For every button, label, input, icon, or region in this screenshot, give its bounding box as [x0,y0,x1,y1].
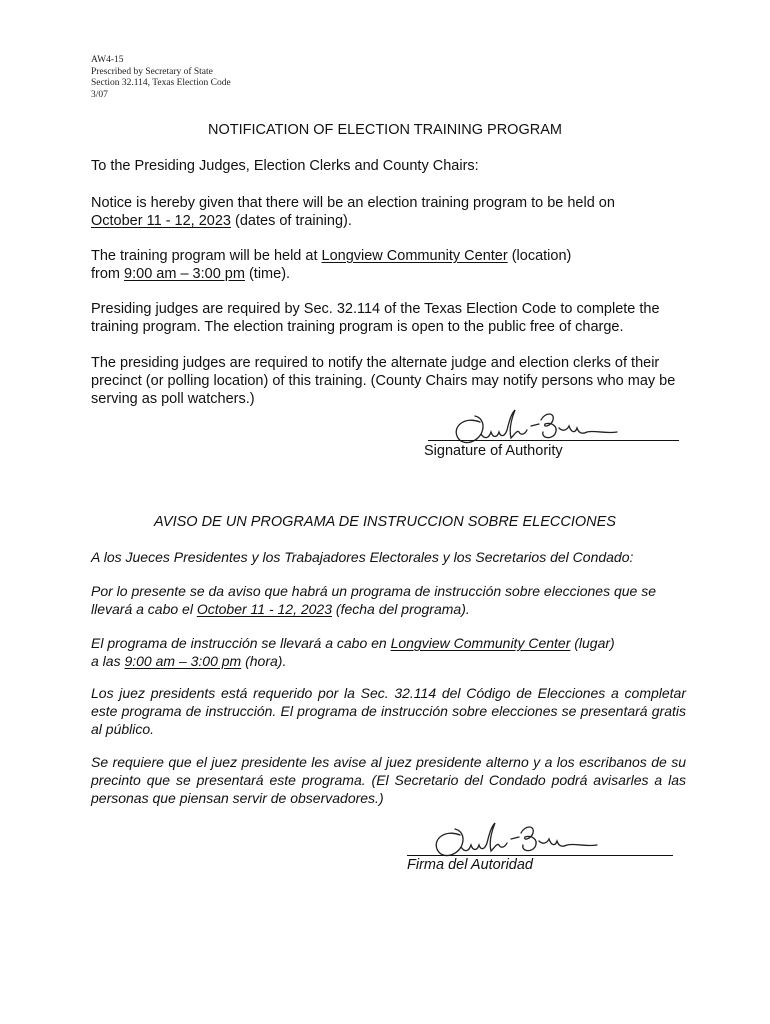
spanish-time-suffix: (hora). [241,653,287,669]
english-notice-text: Notice is hereby given that there will be an election training program to be held on [91,195,615,211]
english-time-prefix: from [91,266,125,282]
spanish-location-suffix: (lugar) [570,635,615,651]
english-notice [91,194,686,230]
spanish-training-dates: October 11 - 12, 2023 [196,601,333,617]
english-requirement: Presiding judges are required by Sec. 32.114 of the Texas Election Code to complete the training program. The election training program is open to the public free of charge. [91,301,660,335]
spanish-location: Longview Community Center [390,635,571,651]
spanish-time-prefix: a las [91,653,125,669]
spanish-notify: Se requiere que el juez presidente les avise al juez presidente alterno y a los escribanos de su precinto que se presentará este programa. (El Secretario del Condado podrá avisarles a las personas que piensan servir de observadores.) [91,754,686,806]
english-time-suffix: (time). [244,266,291,282]
english-notify: The presiding judges are required to notify the alternate judge and election clerks of their precinct (or polling location) of this training. (County Chairs may notify persons who may be serving as poll watchers.) [91,355,676,407]
spanish-salutation: A los Jueces Presidentes y los Trabajadores Electorales y los Secretarios del Condado: [91,549,634,565]
spanish-time: 9:00 am – 3:00 pm [124,653,242,669]
english-salutation: To the Presiding Judges, Election Clerks and County Chairs: [91,158,479,174]
spanish-notice [91,582,686,618]
english-title: NOTIFICATION OF ELECTION TRAINING PROGRAM [208,122,562,138]
english-location: Longview Community Center [321,248,508,264]
english-location-suffix: (location) [507,248,572,264]
form-revision: 3/07 [91,89,108,100]
english-dates-suffix: (dates of training). [231,213,352,229]
english-location-time [91,247,686,283]
english-location-prefix: The training program will be held at [91,248,322,264]
english-training-dates: October 11 - 12, 2023 [91,213,231,229]
english-signature-label: Signature of Authority [424,443,563,459]
spanish-location-time [91,634,686,670]
spanish-requirement: Los juez presidents está requerido por la Sec. 32.114 del Código de Elecciones a completar este programa de instrucción. El programa de instrucción sobre elecciones se presentará gratis al público. [91,685,686,737]
spanish-signature-label: Firma del Autoridad [407,857,533,873]
prescribed-by: Prescribed by Secretary of State [91,66,213,77]
spanish-title: AVISO DE UN PROGRAMA DE INSTRUCCION SOBRE ELECCIONES [154,514,616,530]
english-time: 9:00 am – 3:00 pm [124,266,245,282]
code-section: Section 32.114, Texas Election Code [91,78,231,88]
spanish-signature-line [407,855,673,856]
form-header [91,55,231,101]
spanish-location-prefix: El programa de instrucción se llevará a cabo en [91,635,391,651]
spanish-notice-text: Por lo presente se da aviso que habrá un programa de instrucción sobre elecciones que se llevará a cabo el [91,583,657,617]
english-signature-line [428,440,679,441]
form-number: AW4-15 [91,55,124,65]
spanish-dates-suffix: (fecha del programa). [332,601,470,617]
